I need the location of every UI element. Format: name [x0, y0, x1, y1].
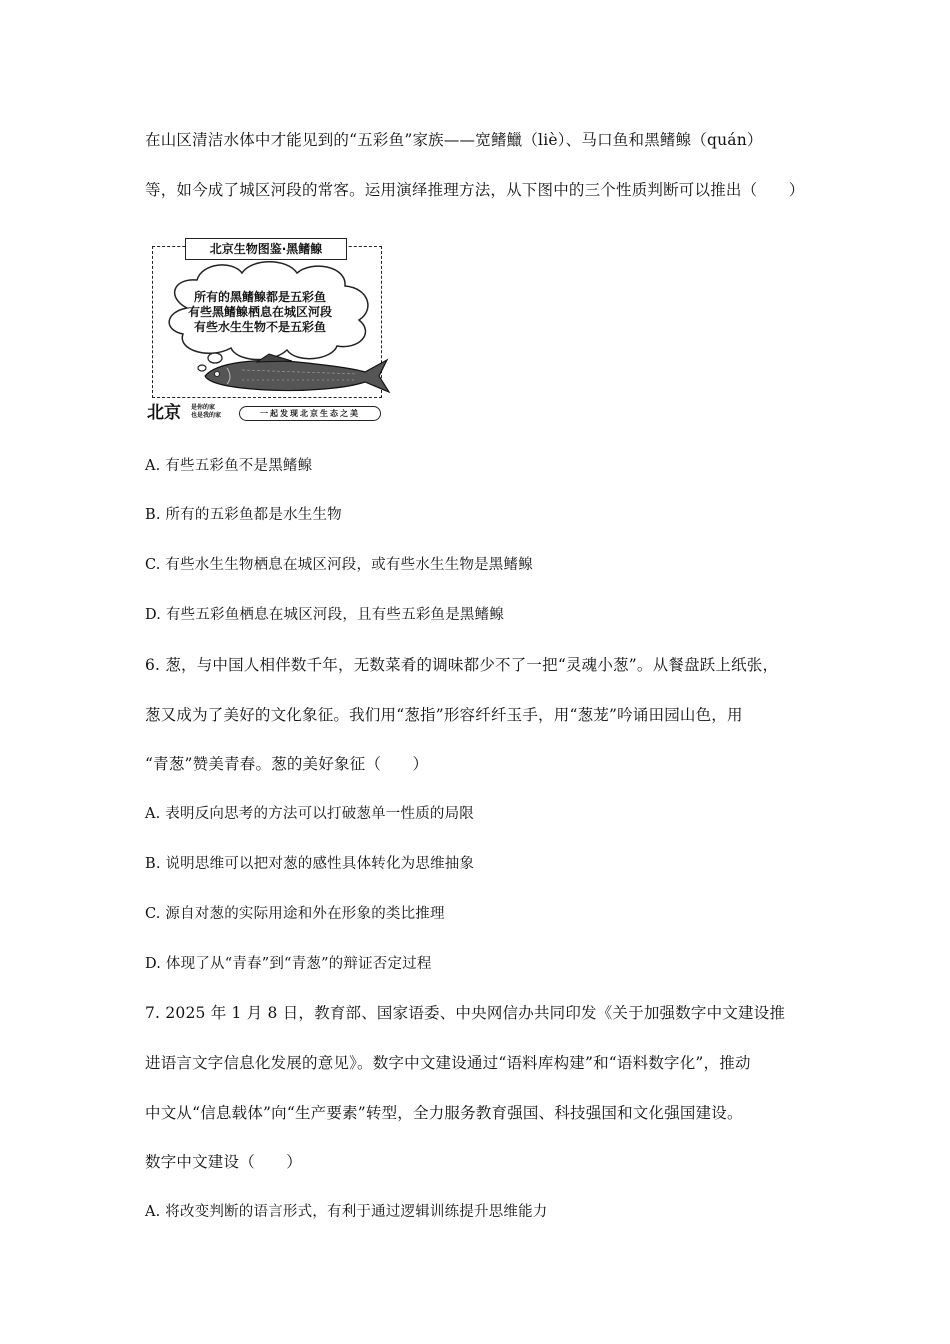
- q5-stem-line-2: 等，如今成了城区河段的常客。运用演绎推理方法，从下图中的三个性质判断可以推出（ ）: [145, 181, 805, 199]
- q6-option-c: C. 源自对葱的实际用途和外在形象的类比推理: [145, 906, 445, 922]
- q7-stem-line-2: 进语言文字信息化发展的意见》。数字中文建设通过“语料库构建”和“语料数字化”，推动: [145, 1054, 751, 1072]
- footer-banner: 一起发现北京生态之美: [239, 406, 381, 421]
- fish-icon: [197, 350, 392, 400]
- statement-1: 所有的黑鳍鳈都是五彩鱼: [193, 290, 326, 304]
- q5-option-b: B. 所有的五彩鱼都是水生生物: [145, 507, 342, 523]
- statement-2: 有些黑鳍鳈栖息在城区河段: [187, 305, 332, 319]
- q7-stem-line-1: 7. 2025 年 1 月 8 日，教育部、国家语委、中央网信办共同印发《关于加强数字中文建设推: [145, 1004, 786, 1022]
- q5-figure: [147, 238, 392, 426]
- footer-beijing: 北京: [147, 403, 181, 423]
- footer-slogan-line-2: 也是我的家: [191, 412, 222, 419]
- q5-stem-line-1: 在山区清洁水体中才能见到的“五彩鱼”家族——宽鳍鱲（liè）、马口鱼和黑鳍鳈（quán）: [145, 131, 763, 149]
- footer-slogan-line-1: 是你的家: [191, 404, 216, 411]
- q7-option-a: A. 将改变判断的语言形式，有利于通过逻辑训练提升思维能力: [145, 1204, 548, 1220]
- statement-3: 有些水生生物不是五彩鱼: [193, 320, 326, 334]
- q6-stem-line-1: 6. 葱，与中国人相伴数千年，无数菜肴的调味都少不了一把“灵魂小葱”。从餐盘跃上纸张，: [145, 656, 779, 674]
- q5-option-a: A. 有些五彩鱼不是黑鳍鳈: [145, 458, 313, 474]
- q6-option-b: B. 说明思维可以把对葱的感性具体转化为思维抽象: [145, 856, 475, 872]
- footer-slogan: [191, 404, 221, 420]
- q6-stem-line-3: “青葱”赞美青春。葱的美好象征（ ）: [145, 755, 429, 773]
- q6-option-a: A. 表明反向思考的方法可以打破葱单一性质的局限: [145, 806, 474, 822]
- figure-title: 北京生物图鉴·黑鳍鳈: [185, 238, 347, 260]
- q6-option-d: D. 体现了从“青春”到“青葱”的辩证否定过程: [145, 956, 432, 972]
- q7-stem-line-3: 中文从“信息载体”向“生产要素”转型，全力服务教育强国、科技强国和文化强国建设。: [145, 1104, 743, 1122]
- q5-option-d: D. 有些五彩鱼栖息在城区河段，且有些五彩鱼是黑鳍鳈: [145, 607, 505, 623]
- q7-stem-line-4: 数字中文建设（ ）: [145, 1153, 303, 1171]
- q5-option-c: C. 有些水生生物栖息在城区河段，或有些水生生物是黑鳍鳈: [145, 557, 533, 573]
- q6-stem-line-2: 葱又成为了美好的文化象征。我们用“葱指”形容纤纤玉手，用“葱茏”吟诵田园山色，用: [145, 706, 743, 724]
